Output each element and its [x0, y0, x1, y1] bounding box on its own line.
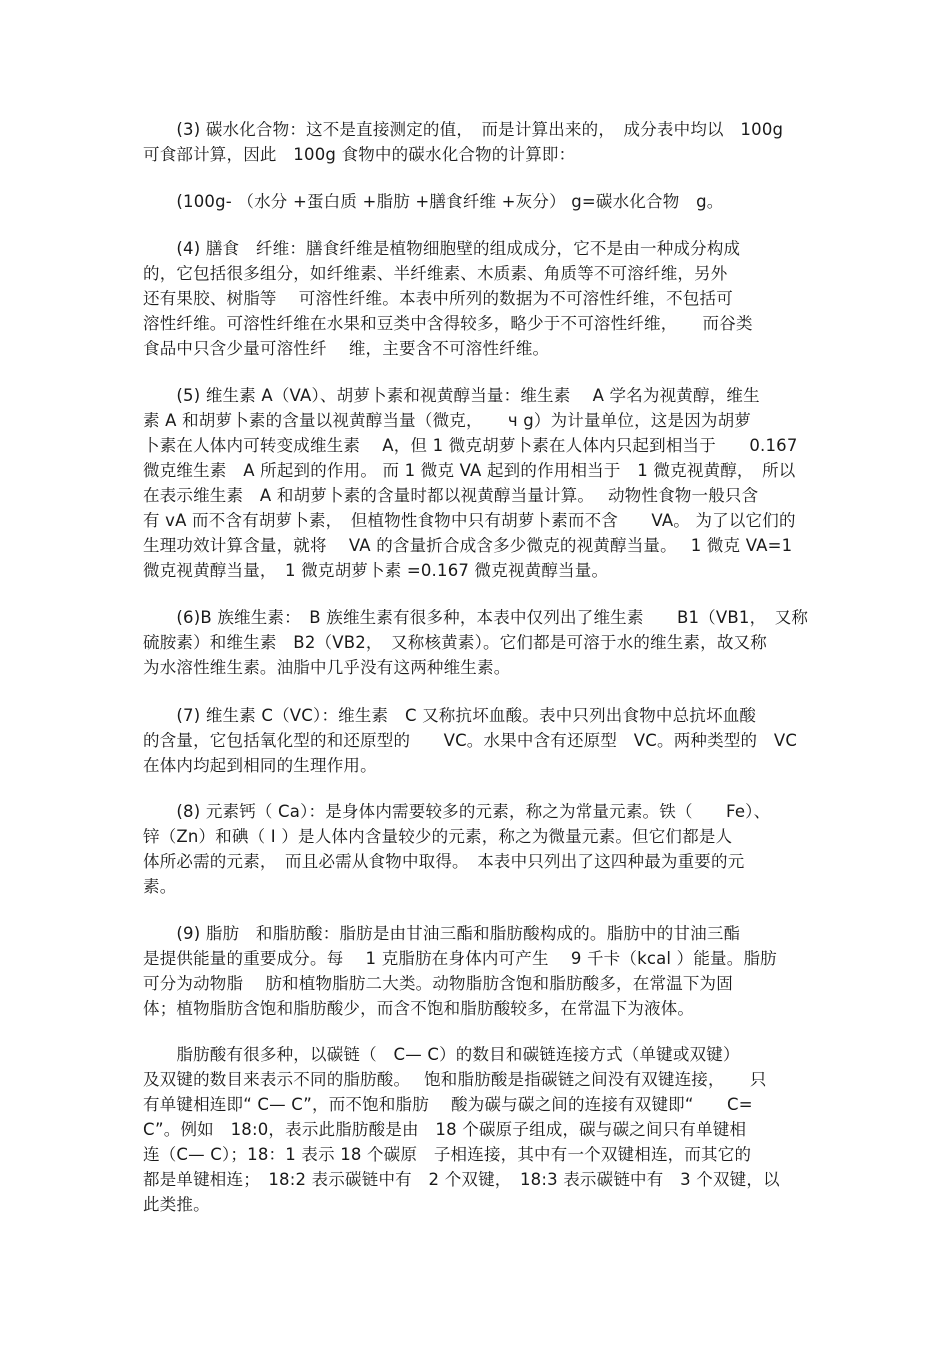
- text-line: 可食部计算，因此 100g 食物中的碳水化合物的计算即：: [143, 145, 576, 164]
- text-line: 脂肪酸有很多种，以碳链（ C— C）的数目和碳链连接方式（单键或双键）: [143, 1045, 740, 1064]
- paragraph-fat: [143, 921, 813, 1021]
- text-line: 有 vA 而不含有胡萝卜素， 但植物性食物中只有胡萝卜素而不含 VA。 为了以它们的: [143, 511, 796, 530]
- paragraph-carbohydrate: [143, 117, 813, 167]
- text-line: 微克视黄醇当量， 1 微克胡萝卜素 =0.167 微克视黄醇当量。: [143, 561, 609, 580]
- text-line: 食品中只含少量可溶性纤 维，主要含不可溶性纤维。: [143, 339, 550, 358]
- paragraph-vitamin-c: [143, 703, 813, 778]
- text-line: (5) 维生素 A（VA）、胡萝卜素和视黄醇当量：维生素 A 学名为视黄醇，维生: [143, 386, 760, 405]
- text-line: (3) 碳水化合物：这不是直接测定的值， 而是计算出来的， 成分表中均以 100g: [143, 120, 784, 139]
- text-line: (8) 元素钙（ Ca）：是身体内需要较多的元素，称之为常量元素。铁（ Fe）、: [143, 802, 771, 821]
- text-line: 还有果胶、树脂等 可溶性纤维。本表中所列的数据为不可溶性纤维，不包括可: [143, 289, 733, 308]
- paragraph-vitamin-b: [143, 605, 813, 680]
- text-line: (100g- （水分 +蛋白质 +脂肪 +膳食纤维 +灰分） g=碳水化合物 g。: [143, 192, 724, 211]
- text-line: 在表示维生素 A 和胡萝卜素的含量时都以视黄醇当量计算。 动物性食物一般只含: [143, 486, 759, 505]
- text-line: 都是单键相连； 18:2 表示碳链中有 2 个双键， 18:3 表示碳链中有 3 个双键，以: [143, 1170, 780, 1189]
- paragraph-vitamin-a: [143, 383, 813, 583]
- text-line: 硫胺素）和维生素 B2（VB2， 又称核黄素）。它们都是可溶于水的维生素，故又称: [143, 633, 767, 652]
- text-line: 此类推。: [143, 1195, 210, 1214]
- text-line: 可分为动物脂 肪和植物脂肪二大类。动物脂肪含饱和脂肪酸多，在常温下为固: [143, 974, 733, 993]
- paragraph-fatty-acids: [143, 1042, 813, 1217]
- text-line: 体；植物脂肪含饱和脂肪酸少，而含不饱和脂肪酸较多，在常温下为液体。: [143, 999, 695, 1018]
- paragraph-dietary-fiber: [143, 236, 813, 361]
- text-line: 素 A 和胡萝卜素的含量以视黄醇当量（微克， ч g）为计量单位，这是因为胡萝: [143, 411, 751, 430]
- text-line: 连（C— C）；18：1 表示 18 个碳原 子相连接，其中有一个双键相连，而其它的: [143, 1145, 752, 1164]
- text-line: 微克维生素 A 所起到的作用。 而 1 微克 VA 起到的作用相当于 1 微克视黄醇， 所以: [143, 461, 796, 480]
- text-line: 溶性纤维。可溶性纤维在水果和豆类中含得较多，略少于不可溶性纤维， 而谷类: [143, 314, 753, 333]
- text-line: 的含量，它包括氧化型的和还原型的 VC。水果中含有还原型 VC。两种类型的 VC: [143, 731, 798, 750]
- text-line: (9) 脂肪 和脂肪酸：脂肪是由甘油三酯和脂肪酸构成的。脂肪中的甘油三酯: [143, 924, 741, 943]
- text-line: 锌（Zn）和碘（ I ）是人体内含量较少的元素，称之为微量元素。但它们都是人: [143, 827, 733, 846]
- text-line: 体所必需的元素， 而且必需从食物中取得。 本表中只列出了这四种最为重要的元: [143, 852, 745, 871]
- text-line: 是提供能量的重要成分。每 1 克脂肪在身体内可产生 9 千卡（kcal ）能量。脂肪: [143, 949, 777, 968]
- text-line: C”。例如 18:0，表示此脂肪酸是由 18 个碳原子组成，碳与碳之间只有单键相: [143, 1120, 747, 1139]
- text-line: 生理功效计算含量，就将 VA 的含量折合成含多少微克的视黄醇当量。 1 微克 VA=1: [143, 536, 793, 555]
- text-line: 素。: [143, 877, 177, 896]
- text-line: (6)B 族维生素： B 族维生素有很多种，本表中仅列出了维生素 B1（VB1， 又称: [143, 608, 809, 627]
- paragraph-minerals: [143, 799, 813, 899]
- paragraph-carbohydrate-formula: [143, 189, 813, 214]
- text-line: 在体内均起到相同的生理作用。: [143, 756, 377, 775]
- text-line: (4) 膳食 纤维：膳食纤维是植物细胞壁的组成成分，它不是由一种成分构成: [143, 239, 741, 258]
- text-line: 有单键相连即“ C— C”，而不饱和脂肪 酸为碳与碳之间的连接有双键即“ C=: [143, 1095, 753, 1114]
- text-line: 的，它包括很多组分，如纤维素、半纤维素、木质素、角质等不可溶纤维，另外: [143, 264, 728, 283]
- text-line: 卜素在人体内可转变成维生素 A，但 1 微克胡萝卜素在人体内只起到相当于 0.167: [143, 436, 798, 455]
- text-line: 及双键的数目来表示不同的脂肪酸。 饱和脂肪酸是指碳链之间没有双键连接， 只: [143, 1070, 767, 1089]
- text-line: 为水溶性维生素。油脂中几乎没有这两种维生素。: [143, 658, 511, 677]
- text-line: (7) 维生素 C（VC）：维生素 C 又称抗坏血酸。表中只列出食物中总抗坏血酸: [143, 706, 757, 725]
